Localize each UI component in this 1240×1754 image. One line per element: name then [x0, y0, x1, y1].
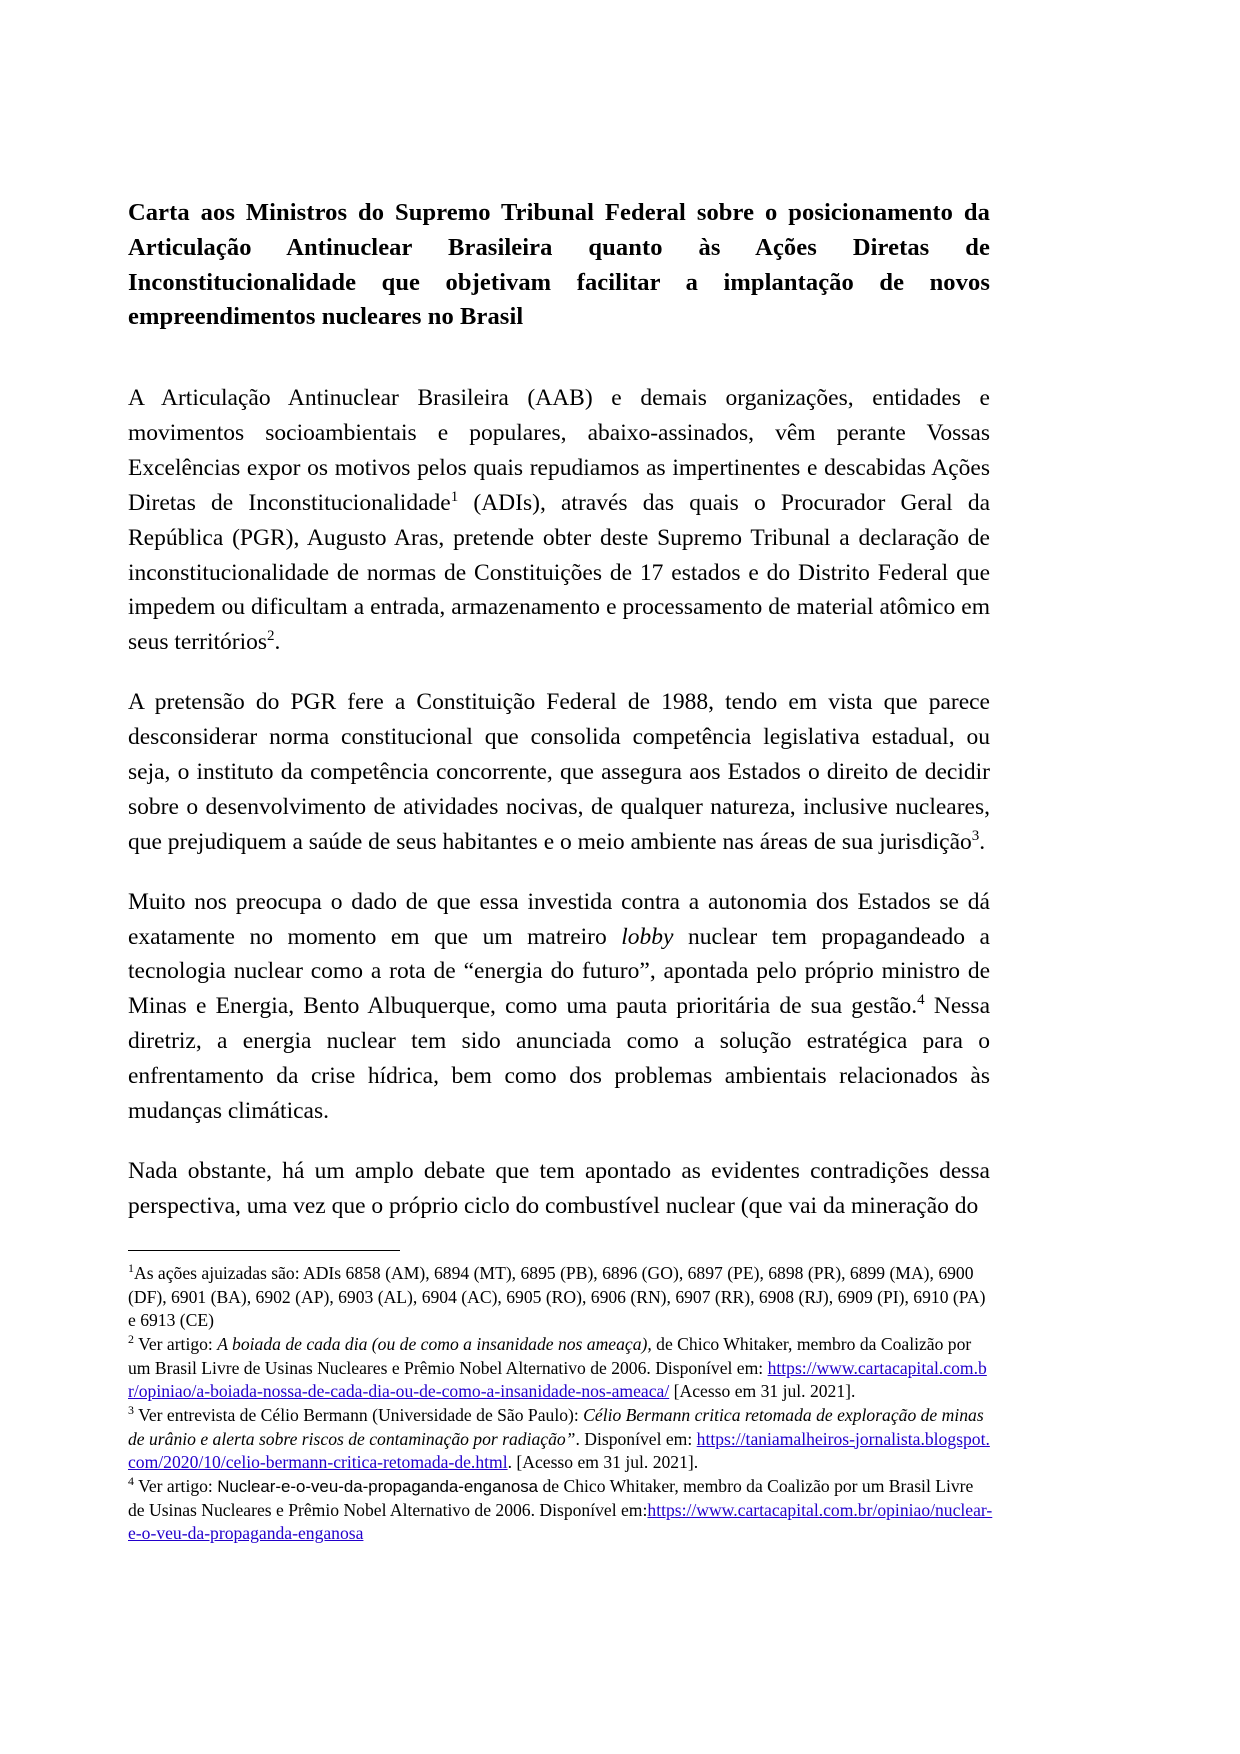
- emphasis-text: A boiada de cada dia (ou de como a insanidade nos ameaça),: [217, 1333, 652, 1354]
- body-paragraph-2: A pretensão do PGR fere a Constituição Federal de 1988, tendo em vista que parece desconsiderar norma constitucional que consolida competência legislativa estadual, ou seja, o instituto da competência concorrente, que assegura aos Estados o direito de decidir sobre o desenvolvimento de atividades nocivas, de qualquer natureza, inclusive nucleares, que prejudiquem a saúde de seus habitantes e o meio ambiente nas áreas de sua jurisdição$^3$.: [128, 689, 990, 855]
- footnote-4: $^4$ Ver artigo: Nuclear-e-o-veu-da-propaganda-enganosa de Chico Whitaker, membro da Coalizão por um Brasil Livre de Usinas Nucleares e Prêmio Nobel Alternativo de 2006. Disponível em:https://www.cartacapital.com.br/opiniao/nuclear-e-o-veu-da-propaganda-enganosa: [128, 1474, 993, 1544]
- footnote-1: $^1$As ações ajuizadas são: ADIs 6858 (AM), 6894 (MT), 6895 (PB), 6896 (GO), 6897 (PE), 6898 (PR), 6899 (MA), 6900 (DF), 6901 (BA), 6902 (AP), 6903 (AL), 6904 (AC), 6905 (RO), 6906 (RN), 6907 (RR), 6908 (RJ), 6909 (PI), 6910 (PA) e 6913 (CE): [128, 1261, 986, 1331]
- external-link[interactable]: https://taniamalheiros-jornalista.blogspot.com/2020/10/celio-bermann-critica-retomada-de.html: [128, 1428, 990, 1473]
- footnote-number: 3: [128, 1403, 134, 1418]
- footnote-section: [128, 1250, 994, 1546]
- document-body: [128, 196, 990, 1224]
- footnote-3: $^3$ Ver entrevista de Célio Bermann (Universidade de São Paulo): Célio Bermann critica retomada de exploração de minas de urânio e alerta sobre riscos de contaminação por radiação”. Disponível em: https://taniamalheiros-jornalista.blogspot.com/2020/10/celio-bermann-critica-retomada-de.html. [Acesso em 31 jul. 2021].: [128, 1403, 990, 1473]
- footnote-reference[interactable]: 3: [971, 827, 980, 844]
- footnote-reference[interactable]: 4: [917, 992, 925, 1009]
- body-paragraph-4: Nada obstante, há um amplo debate que tem apontado as evidentes contradições dessa perspectiva, uma vez que o próprio ciclo do combustível nuclear (que vai da mineração do: [128, 1157, 990, 1219]
- body-paragraph-3: Muito nos preocupa o dado de que essa investida contra a autonomia dos Estados se dá exatamente no momento em que um matreiro lobby nuclear tem propagandeado a tecnologia nuclear como a rota de “energia do futuro”, apontada pelo próprio ministro de Minas e Energia, Bento Albuquerque, como uma pauta prioritária de sua gestão.$^4$ Nessa diretriz, a energia nuclear tem sido anunciada como a solução estratégica para o enfrentamento da crise hídrica, bem como dos problemas ambientais relacionados às mudanças climáticas.: [128, 888, 991, 1125]
- emphasis-text: lobby: [621, 923, 674, 950]
- footnote-number: 2: [128, 1332, 134, 1347]
- footnote-reference[interactable]: 1: [450, 488, 459, 505]
- footnote-reference[interactable]: 2: [267, 628, 275, 645]
- footnote-number: 1: [128, 1261, 134, 1276]
- external-link[interactable]: https://www.cartacapital.com.br/opiniao/a-boiada-nossa-de-cada-dia-ou-de-como-a-insanidade-nos-ameaca/: [128, 1357, 987, 1402]
- page-title: Carta aos Ministros do Supremo Tribunal Federal sobre o posicionamento da Articulação Antinuclear Brasileira quanto às Ações Diretas de Inconstitucionalidade que objetivam facilitar a implantação de novos empreendimentos nucleares no Brasil: [128, 199, 990, 331]
- footnote-separator-rule: [128, 1250, 400, 1251]
- footnote-2: $^2$ Ver artigo: A boiada de cada dia (ou de como a insanidade nos ameaça), de Chico Whitaker, membro da Coalizão por um Brasil Livre de Usinas Nucleares e Prêmio Nobel Alternativo de 2006. Disponível em: https://www.cartacapital.com.br/opiniao/a-boiada-nossa-de-cada-dia-ou-de-como-a-insanidade-nos-ameaca/ [Acesso em 31 jul. 2021].: [128, 1332, 987, 1402]
- emphasis-text: Célio Bermann critica retomada de exploração de minas de urânio e alerta sobre riscos de contaminação por radiação”: [128, 1404, 984, 1449]
- body-paragraph-1: A Articulação Antinuclear Brasileira (AAB) e demais organizações, entidades e movimentos socioambientais e populares, abaixo-assinados, vêm perante Vossas Excelências expor os motivos pelos quais repudiamos as impertinentes e descabidas Ações Diretas de Inconstitucionalidade$^1$ (ADIs), através das quais o Procurador Geral da República (PGR), Augusto Aras, pretende obter deste Supremo Tribunal a declaração de inconstitucionalidade de normas de Constituições de 17 estados e do Distrito Federal que impedem ou dificultam a entrada, armazenamento e processamento de material atômico em seus territórios$^2$.: [128, 385, 991, 656]
- article-title-text: Nuclear-e-o-veu-da-propaganda-enganosa: [217, 1476, 539, 1496]
- footnote-number: 4: [128, 1474, 134, 1489]
- external-link[interactable]: https://www.cartacapital.com.br/opiniao/nuclear-e-o-veu-da-propaganda-enganosa: [128, 1499, 993, 1544]
